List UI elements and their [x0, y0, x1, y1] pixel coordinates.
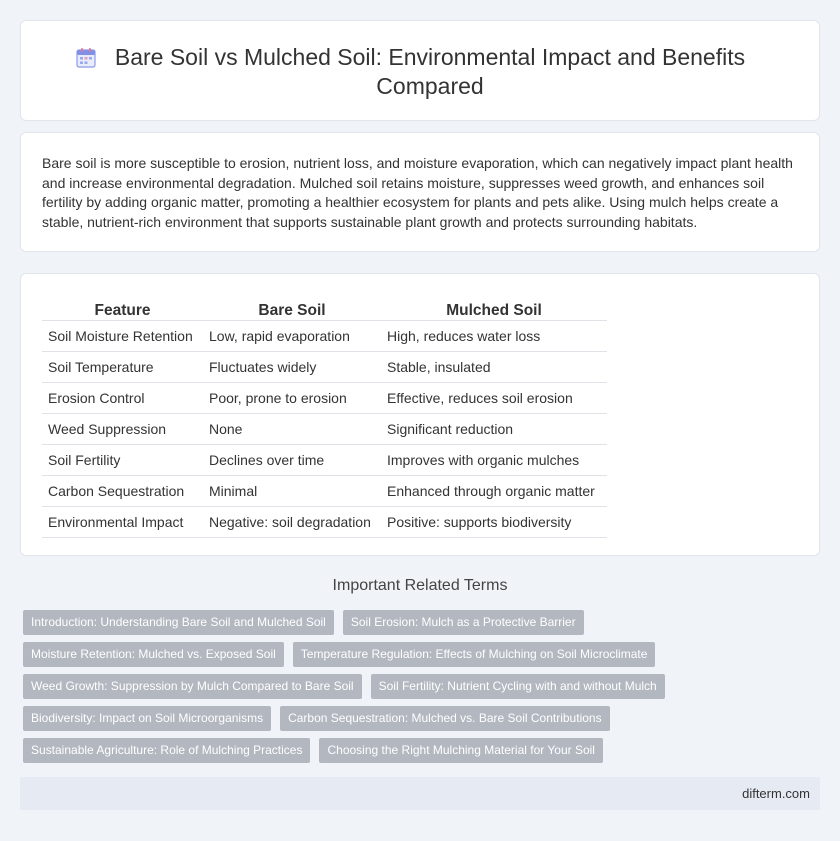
table-cell: Soil Temperature	[42, 351, 203, 382]
table-cell: Improves with organic mulches	[381, 444, 607, 475]
tag-row	[23, 610, 584, 636]
tag-row	[23, 642, 655, 668]
table-cell: Enhanced through organic matter	[381, 475, 607, 506]
table-cell: Positive: supports biodiversity	[381, 506, 607, 537]
table-cell: Low, rapid evaporation	[203, 320, 381, 351]
table-row	[42, 475, 607, 506]
related-term-link[interactable]: Choosing the Right Mulching Material for Your Soil	[319, 738, 602, 763]
table-cell: Erosion Control	[42, 382, 203, 413]
table-cell: Minimal	[203, 475, 381, 506]
related-term-link[interactable]: Sustainable Agriculture: Role of Mulching Practices	[23, 738, 310, 763]
comparison-table-card	[20, 273, 820, 556]
related-term-link[interactable]: Soil Fertility: Nutrient Cycling with and without Mulch	[371, 674, 665, 699]
table-cell: Carbon Sequestration	[42, 475, 203, 506]
column-header-feature: Feature	[42, 294, 203, 320]
related-term-link[interactable]: Soil Erosion: Mulch as a Protective Barrier	[343, 610, 584, 635]
table-cell: Negative: soil degradation	[203, 506, 381, 537]
related-term-link[interactable]: Introduction: Understanding Bare Soil and Mulched Soil	[23, 610, 334, 635]
table-cell: Effective, reduces soil erosion	[381, 382, 607, 413]
table-cell: Stable, insulated	[381, 351, 607, 382]
related-terms-heading: Important Related Terms	[332, 577, 508, 594]
table-cell: Environmental Impact	[42, 506, 203, 537]
table-row	[42, 382, 607, 413]
table-cell: Soil Moisture Retention	[42, 320, 203, 351]
table-row	[42, 320, 607, 351]
summary-text: Bare soil is more susceptible to erosion, nutrient loss, and moisture evaporation, which can negatively impact plant health and increase environmental degradation. Mulched soil retains moisture, suppresses weed growth, and enhances soil fertility by adding organic matter, promoting a healthier ecosystem for plants and pets alike. Using mulch helps create a stable, nutrient-rich environment that supports sustainable plant growth and protects surrounding habitats.	[42, 155, 793, 230]
column-header-bare-soil: Bare Soil	[203, 294, 381, 320]
related-term-link[interactable]: Carbon Sequestration: Mulched vs. Bare Soil Contributions	[280, 706, 610, 731]
table-cell: Weed Suppression	[42, 413, 203, 444]
table-cell: None	[203, 413, 381, 444]
related-term-link[interactable]: Moisture Retention: Mulched vs. Exposed Soil	[23, 642, 284, 667]
column-header-mulched-soil: Mulched Soil	[381, 294, 607, 320]
table-row	[42, 506, 607, 537]
related-term-link[interactable]: Temperature Regulation: Effects of Mulching on Soil Microclimate	[293, 642, 656, 667]
tag-row	[23, 706, 610, 732]
table-cell: Declines over time	[203, 444, 381, 475]
table-cell: Fluctuates widely	[203, 351, 381, 382]
title-card	[20, 20, 820, 121]
related-term-link[interactable]: Weed Growth: Suppression by Mulch Compared to Bare Soil	[23, 674, 362, 699]
summary-card	[20, 132, 820, 252]
page-title: Bare Soil vs Mulched Soil: Environmental Impact and Benefits Compared	[114, 44, 746, 99]
table-row	[42, 413, 607, 444]
table-row	[42, 351, 607, 382]
footer	[20, 777, 820, 810]
footer-site-link[interactable]: difterm.com	[742, 786, 810, 801]
tag-row	[23, 674, 665, 700]
table-header-row	[42, 294, 607, 320]
table-cell: Poor, prone to erosion	[203, 382, 381, 413]
table-cell: Significant reduction	[381, 413, 607, 444]
tag-row	[23, 738, 603, 764]
related-term-link[interactable]: Biodiversity: Impact on Soil Microorganisms	[23, 706, 271, 731]
comparison-table	[42, 294, 607, 538]
table-row	[42, 444, 607, 475]
table-cell: High, reduces water loss	[381, 320, 607, 351]
table-cell: Soil Fertility	[42, 444, 203, 475]
